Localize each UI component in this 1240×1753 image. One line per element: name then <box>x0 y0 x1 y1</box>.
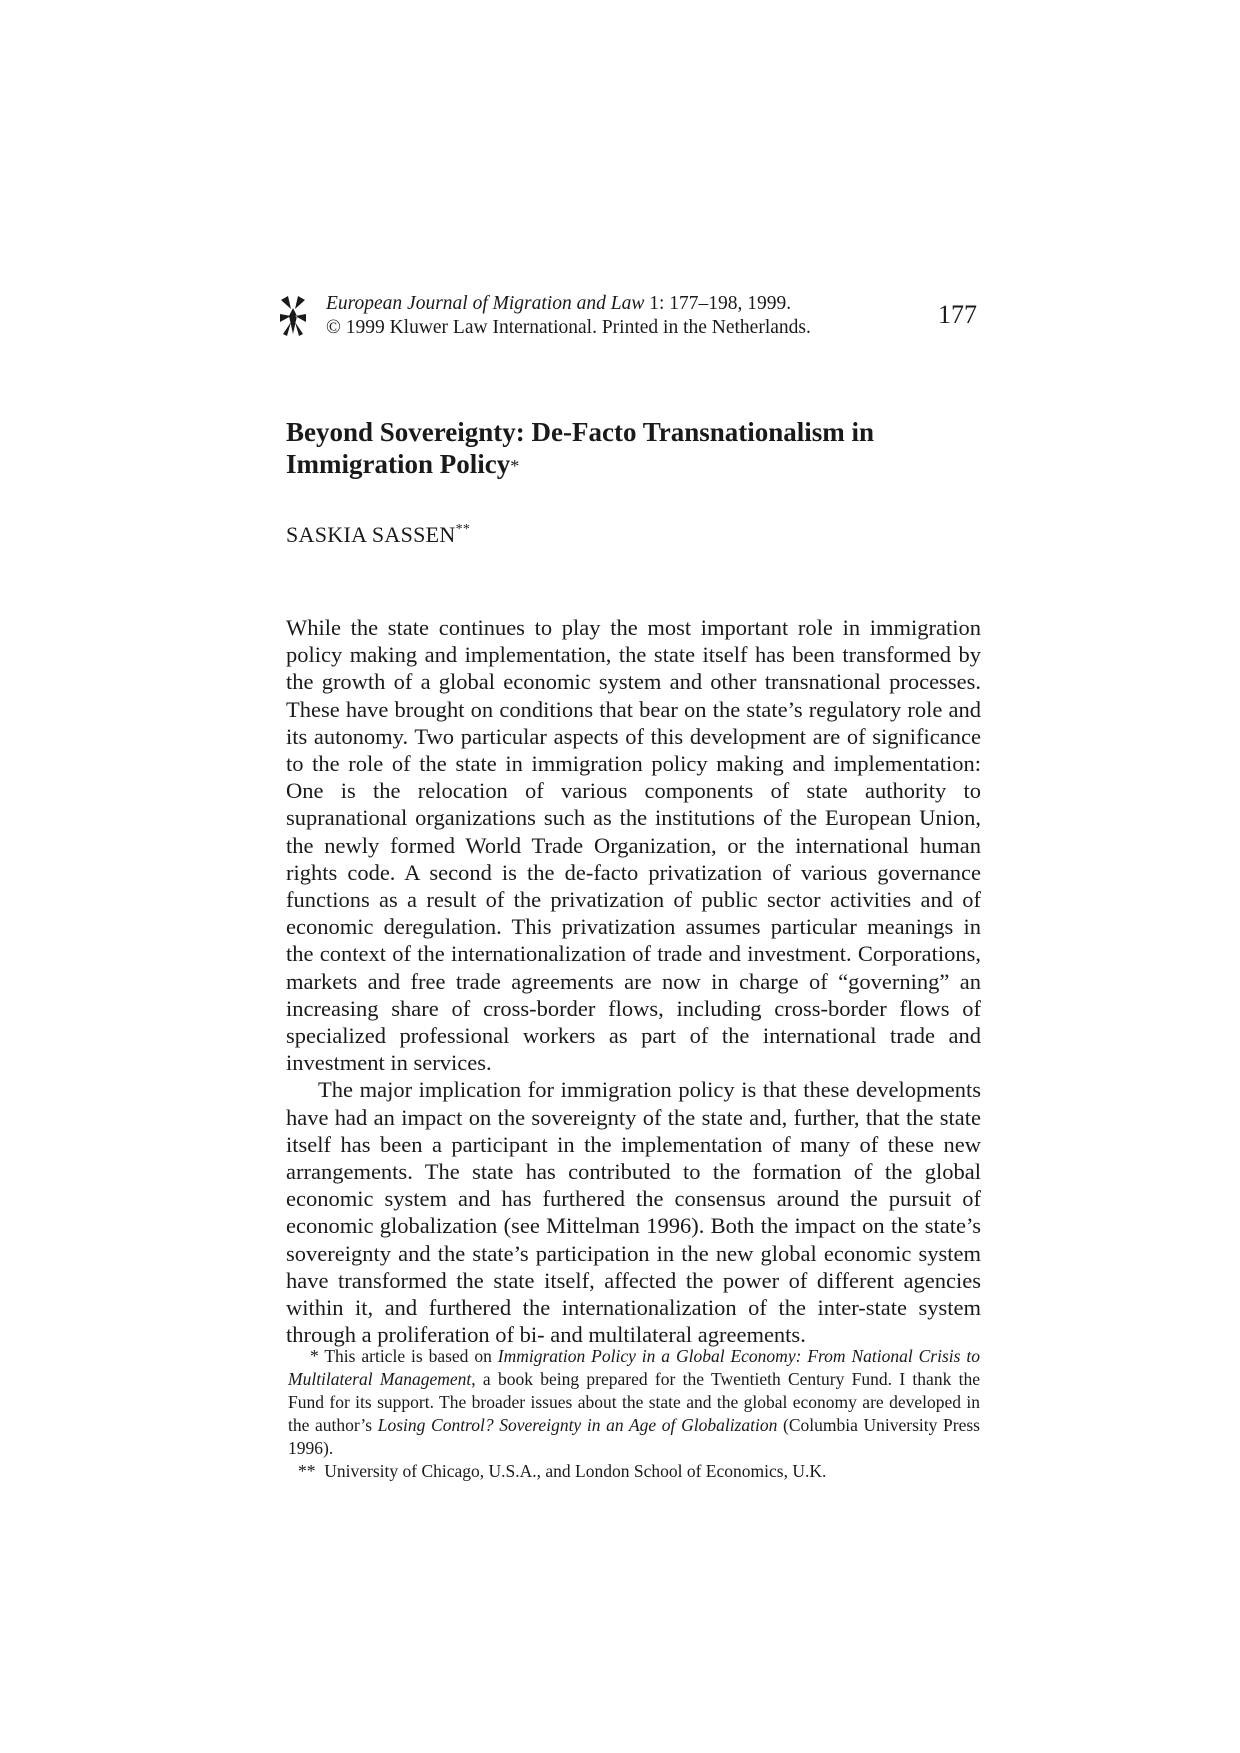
footnote-mark: * <box>310 1346 319 1366</box>
author-name-text: SASKIA SASSEN <box>286 522 456 547</box>
footnote-text: , a book being prepared for the Twentieth Century Fund. I thank the Fund for its support. The broader issues about the state and the global economy are developed in the author’s <box>288 1369 980 1435</box>
journal-citation <box>326 292 791 316</box>
page-number: 177 <box>938 300 977 329</box>
author-name <box>286 522 470 548</box>
footnote-2 <box>288 1460 980 1483</box>
footnote-mark: ** <box>298 1461 316 1481</box>
footnotes <box>288 1345 980 1483</box>
article-body <box>286 614 981 1348</box>
footnote-text: (Columbia University Press 1996). <box>288 1415 980 1458</box>
footnote-text: University of Chicago, U.S.A., and London School of Economics, U.K. <box>324 1461 827 1481</box>
paragraph: While the state continues to play the most important role in immigration policy making and implementation, the state itself has been transformed by the growth of a global economic system and other transnational processes. These have brought on conditions that bear on the state’s regulatory role and its autonomy. Two particular aspects of this development are of significance to the role of the state in immigration policy making and implementation: One is the relocation of various components of state authority to supranational organizations such as the institutions of the European Union, the newly formed World Trade Organization, or the international human rights code. A second is the de-facto privatization of various governance functions as a result of the privatization of public sector activities and of economic deregulation. This privatization assumes particular meanings in the context of the internationalization of trade and investment. Corporations, markets and free trade agreements are now in charge of “governing” an increasing share of cross-border flows, including cross-border flows of specialized professional workers as part of the international trade and investment in services. <box>286 615 981 1076</box>
journal-title: European Journal of Migration and Law <box>326 293 645 314</box>
volume-pages-year: 1: 177–198, 1999. <box>649 293 792 314</box>
article-title <box>286 416 986 480</box>
book-title: Immigration Policy in a Global Economy: From National Crisis to Multilateral Management <box>288 1346 980 1389</box>
title-footnote-mark[interactable]: * <box>510 456 520 476</box>
copyright-line: © 1999 Kluwer Law International. Printed in the Netherlands. <box>326 317 811 338</box>
author-footnote-mark[interactable]: ** <box>455 522 471 537</box>
footnote-1 <box>288 1345 980 1460</box>
article-title-text: Beyond Sovereignty: De-Facto Transnationalism in Immigration Policy <box>286 417 875 479</box>
book-title: Losing Control? Sovereignty in an Age of Globalization <box>377 1415 778 1435</box>
kluwer-logo-icon <box>278 294 308 338</box>
paragraph: The major implication for immigration policy is that these developments have had an impact on the sovereignty of the state and, further, that the state itself has been a participant in the implementation of many of these new arrangements. The state has contributed to the formation of the global economic system and has furthered the consensus around the pursuit of economic globalization (see Mittelman 1996). Both the impact on the state’s sovereignty and the state’s participation in the new global economic system have transformed the state itself, affected the power of different agencies within it, and furthered the internationalization of the inter-state system through a proliferation of bi- and multilateral agreements. <box>286 1077 981 1348</box>
footnote-text: This article is based on <box>324 1346 492 1366</box>
